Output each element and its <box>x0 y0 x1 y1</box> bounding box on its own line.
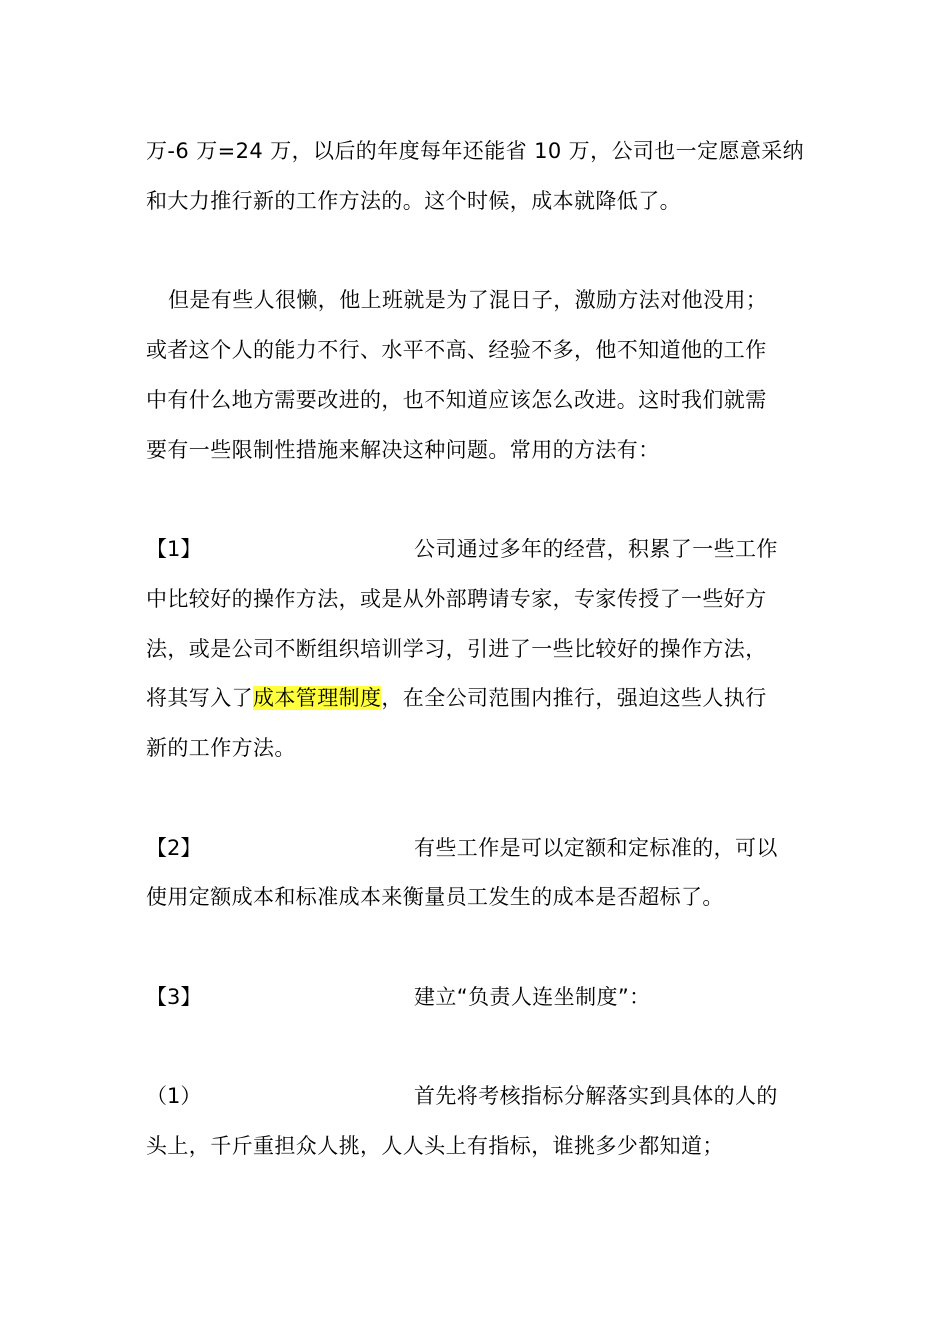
item3-line1: 建立“负责人连坐制度”： <box>414 985 651 1009</box>
item3-marker: 【3】 <box>146 985 202 1009</box>
item1-marker: 【1】 <box>146 537 202 561</box>
item1-line4 <box>146 684 767 712</box>
sub1-line1: 首先将考核指标分解落实到具体的人的 <box>414 1084 778 1108</box>
item2-line1: 有些工作是可以定额和定标准的，可以 <box>414 836 778 860</box>
sub1-line2: 头上，千斤重担众人挑，人人头上有指标，谁挑多少都知道； <box>146 1134 724 1158</box>
item1-line5: 新的工作方法。 <box>146 736 296 760</box>
paragraph2-line4: 要有一些限制性措施来解决这种问题。常用的方法有： <box>146 438 660 462</box>
paragraph2-line1: 但是有些人很懒，他上班就是为了混日子，激励方法对他没用； <box>168 288 768 312</box>
item2-line2: 使用定额成本和标准成本来衡量员工发生的成本是否超标了。 <box>146 885 724 909</box>
item1-line4-pre: 将其写入了 <box>146 686 253 710</box>
item1-line3: 法，或是公司不断组织培训学习，引进了一些比较好的操作方法， <box>146 637 767 661</box>
highlighted-term: 成本管理制度 <box>253 686 382 710</box>
sub1-marker: （1） <box>146 1084 202 1108</box>
item2-marker: 【2】 <box>146 836 202 860</box>
paragraph1-line2: 和大力推行新的工作方法的。这个时候，成本就降低了。 <box>146 189 681 213</box>
paragraph1-line1: 万-6 万=24 万，以后的年度每年还能省 10 万，公司也一定愿意采纳 <box>146 139 805 163</box>
paragraph2-line2: 或者这个人的能力不行、水平不高、经验不多，他不知道他的工作 <box>146 338 767 362</box>
item1-line1: 公司通过多年的经营，积累了一些工作 <box>414 537 778 561</box>
paragraph2-line3: 中有什么地方需要改进的，也不知道应该怎么改进。这时我们就需 <box>146 388 767 412</box>
item1-line4-post: ，在全公司范围内推行，强迫这些人执行 <box>381 686 767 710</box>
item1-line2: 中比较好的操作方法，或是从外部聘请专家，专家传授了一些好方 <box>146 587 767 611</box>
